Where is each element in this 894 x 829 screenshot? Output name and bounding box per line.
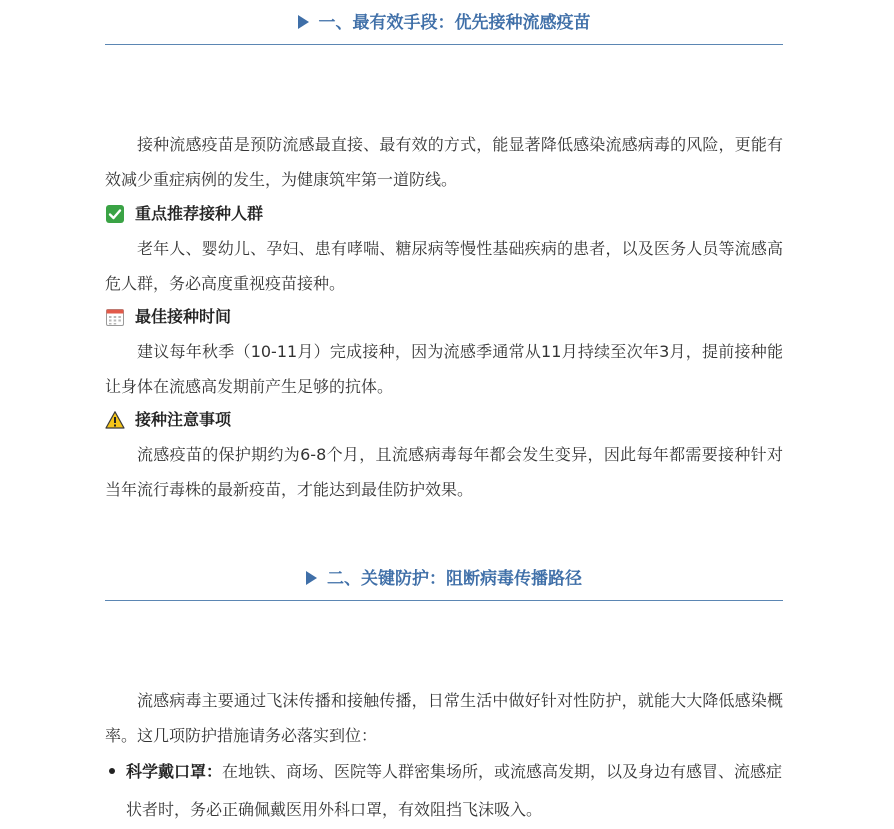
bullet-label: 科学戴口罩：	[126, 762, 223, 781]
play-triangle-icon	[298, 15, 309, 29]
warning-icon	[105, 410, 125, 430]
recommended-groups-text: 老年人、婴幼儿、孕妇、患有哮喘、糖尿病等慢性基础疾病的患者，以及医务人员等流感高危人群，务必高度重视疫苗接种。	[105, 239, 783, 293]
bullet-dot-icon	[109, 768, 115, 774]
green-checkmark-icon	[105, 204, 125, 224]
section-1-intro: 接种流感疫苗是预防流感最直接、最有效的方式，能显著降低感染流感病毒的风险，更能有效减少重症病例的发生，为健康筑牢第一道防线。	[105, 135, 783, 189]
best-timing-title: 最佳接种时间	[135, 307, 232, 326]
best-timing-heading	[105, 304, 231, 330]
best-timing-text: 建议每年秋季（10-11月）完成接种，因为流感季通常从11月持续至次年3月，提前接种能让身体在流感高发期前产生足够的抗体。	[105, 342, 783, 396]
play-triangle-icon	[306, 571, 317, 585]
section-2-intro: 流感病毒主要通过飞沫传播和接触传播，日常生活中做好针对性防护，就能大大降低感染概率。这几项防护措施请务必落实到位：	[105, 691, 783, 745]
section-2-title: 二、关键防护：阻断病毒传播路径	[327, 569, 582, 589]
vaccination-notes-heading	[105, 407, 231, 433]
recommended-groups-heading	[105, 201, 263, 227]
section-2-heading	[105, 567, 783, 601]
section-1-heading	[105, 11, 783, 45]
section-1-title: 一、最有效手段：优先接种流感疫苗	[318, 13, 591, 33]
bullet-text: 在地铁、商场、医院等人群密集场所，或流感高发期，以及身边有感冒、流感症状者时，务必正确佩戴医用外科口罩，有效阻挡飞沫吸入。	[126, 762, 783, 819]
vaccination-notes-text: 流感疫苗的保护期约为6-8个月，且流感病毒每年都会发生变异，因此每年都需要接种针对当年流行毒株的最新疫苗，才能达到最佳防护效果。	[105, 445, 783, 499]
list-item	[105, 753, 783, 829]
calendar-icon	[105, 307, 125, 327]
recommended-groups-title: 重点推荐接种人群	[135, 204, 264, 223]
vaccination-notes-title: 接种注意事项	[135, 410, 232, 429]
